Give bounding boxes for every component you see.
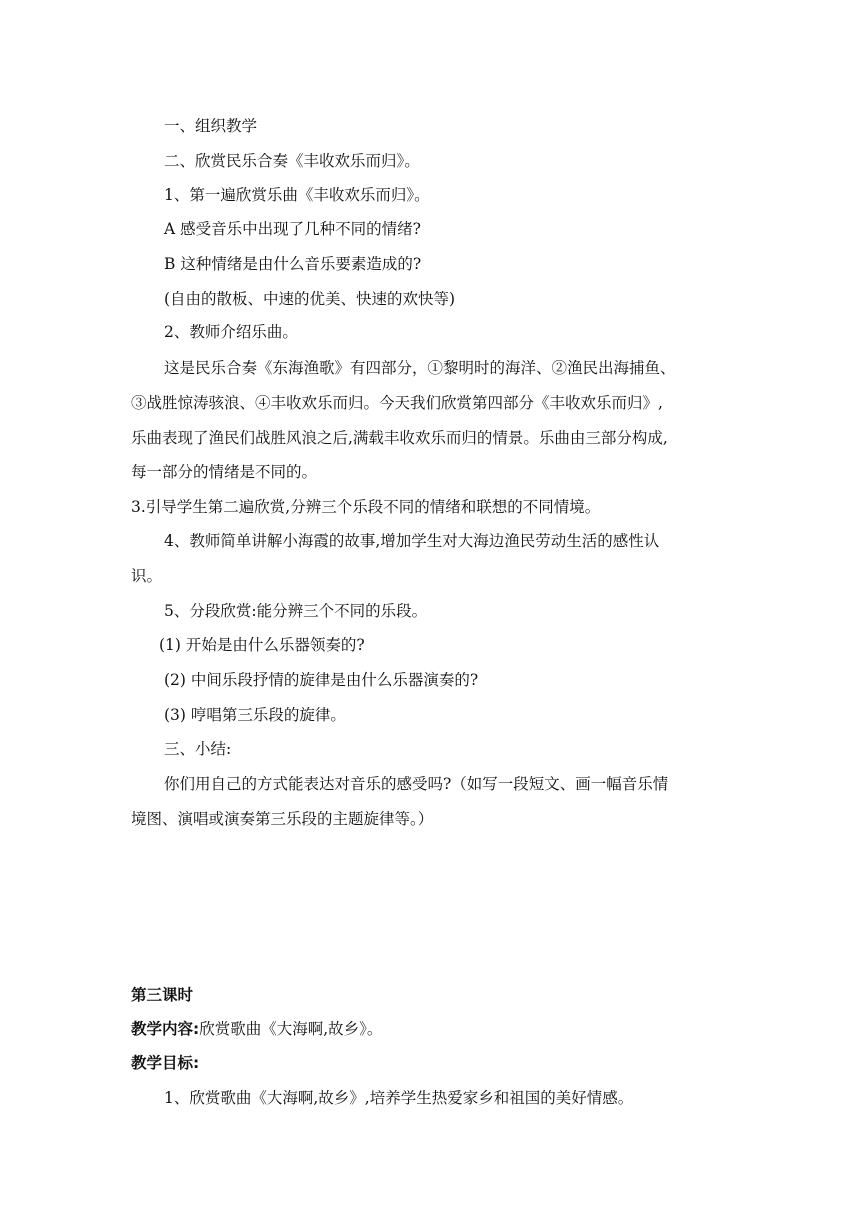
step-4-line-1: 4、教师简单讲解小海霞的故事,增加学生对大海边渔民劳动生活的感性认 (164, 532, 660, 550)
outline-item-1: 一、组织教学 (164, 117, 258, 135)
question-b: B 这种情绪是由什么音乐要素造成的? (164, 255, 422, 273)
summary-line-1: 你们用自己的方式能表达对音乐的感受吗?（如写一段短文、画一幅音乐情 (164, 775, 669, 793)
sub-question-2: (2) 中间乐段抒情的旋律是由什么乐器演奏的? (164, 671, 479, 689)
step-1: 1、第一遍欣赏乐曲《丰收欢乐而归》。 (164, 186, 430, 204)
sub-question-3: (3) 哼唱第三乐段的旋律。 (164, 706, 346, 724)
intro-line-2: ③战胜惊涛骇浪、④丰收欢乐而归。今天我们欣赏第四部分《丰收欢乐而归》, (131, 394, 663, 412)
outline-item-3: 三、小结: (164, 740, 232, 758)
step-3: 3.引导学生第二遍欣赏,分辨三个乐段不同的情绪和联想的不同情境。 (131, 498, 601, 516)
intro-line-3: 乐曲表现了渔民们战胜风浪之后,满载丰收欢乐而归的情景。乐曲由三部分构成, (131, 429, 668, 447)
teaching-content-row (131, 1018, 382, 1040)
teaching-content-value: 欣赏歌曲《大海啊,故乡》。 (199, 1020, 383, 1038)
intro-line-4: 每一部分的情绪是不同的。 (131, 463, 318, 481)
question-a: A 感受音乐中出现了几种不同的情绪? (164, 220, 421, 238)
third-lesson-heading: 第三课时 (131, 986, 194, 1004)
step-2: 2、教师介绍乐曲。 (164, 323, 298, 341)
teaching-content-label: 教学内容: (131, 1020, 200, 1038)
intro-line-1: 这是民乐合奏《东海渔歌》有四部分，①黎明时的海洋、②渔民出海捕鱼、 (164, 359, 676, 377)
teaching-goal-1: 1、欣赏歌曲《大海啊,故乡》,培养学生热爱家乡和祖国的美好情感。 (164, 1089, 634, 1107)
step-5: 5、分段欣赏:能分辨三个不同的乐段。 (164, 602, 428, 620)
sub-question-1: (1) 开始是由什么乐器领奏的? (159, 636, 365, 654)
teaching-goals-label: 教学目标: (131, 1054, 200, 1072)
outline-item-2: 二、欣赏民乐合奏《丰收欢乐而归》。 (164, 152, 420, 170)
answer-note: (自由的散板、中速的优美、快速的欢快等) (164, 290, 456, 308)
step-4-line-2: 识。 (131, 567, 163, 585)
summary-line-2: 境图、演唱或演奏第三乐段的主题旋律等。） (131, 810, 434, 828)
